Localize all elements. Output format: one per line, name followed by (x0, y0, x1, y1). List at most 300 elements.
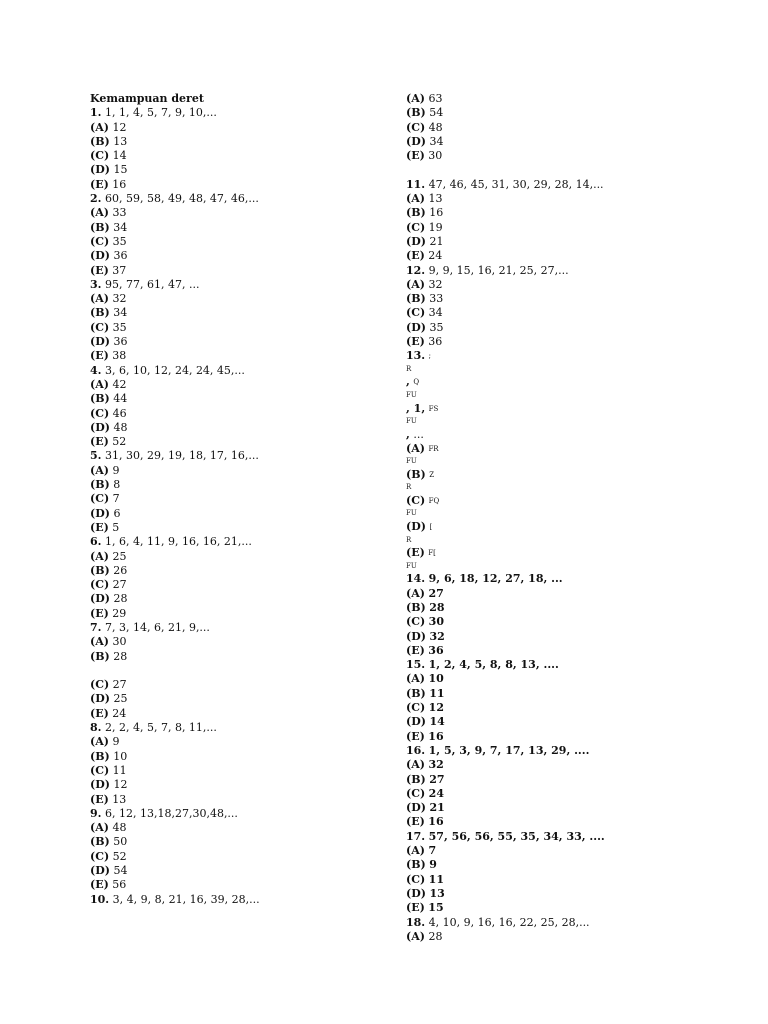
question-line (90, 449, 390, 463)
option-line (90, 292, 390, 306)
option-value: 7 (112, 492, 120, 506)
option-line (90, 135, 390, 149)
option-line (90, 793, 390, 807)
question-number: 16. (406, 743, 426, 757)
blank-line (406, 163, 736, 177)
option-letter: (E) (406, 149, 425, 163)
question-number: 13. (406, 349, 426, 363)
option-value: 27 (429, 772, 445, 786)
option-value: 34 (429, 134, 444, 148)
option-value: 12 (428, 701, 444, 715)
option-letter: (B) (406, 106, 426, 120)
question-line (90, 278, 390, 292)
option-value: 34 (428, 306, 443, 320)
option-value: 56 (112, 878, 127, 892)
option-letter: (D) (90, 864, 110, 878)
option-letter: (D) (406, 629, 426, 643)
option-value: 19 (428, 220, 443, 234)
option-value: 36 (113, 249, 128, 263)
option-letter: (E) (406, 546, 425, 560)
question-number: 10. (90, 892, 110, 906)
option-value: 16 (428, 729, 444, 743)
option-line (90, 478, 390, 492)
option-value: 54 (113, 864, 128, 878)
option-line (90, 163, 390, 177)
question-line (406, 744, 736, 758)
option-value: 25 (113, 692, 128, 706)
question-line (406, 830, 736, 844)
option-letter: (E) (90, 263, 109, 277)
question-line (406, 375, 736, 389)
option-letter: (E) (406, 335, 425, 349)
option-letter: (A) (406, 758, 425, 772)
option-value: 27 (428, 586, 444, 600)
option-letter: (A) (90, 463, 109, 477)
option-line (90, 821, 390, 835)
option-value: 44 (113, 392, 128, 406)
option-letter: (B) (406, 686, 426, 700)
option-line (406, 221, 736, 235)
option-line (90, 764, 390, 778)
option-line (90, 778, 390, 792)
right-column (406, 92, 736, 944)
option-letter: (D) (90, 506, 110, 520)
fraction-fragment: FU (406, 390, 417, 399)
option-letter: (B) (90, 220, 110, 234)
option-value: 10 (113, 749, 128, 763)
option-letter: (E) (90, 792, 109, 806)
option-line (90, 692, 390, 706)
option-letter: (C) (90, 849, 110, 863)
option-letter: (E) (90, 177, 109, 191)
option-line (90, 878, 390, 892)
option-letter: (D) (90, 692, 110, 706)
option-value: 16 (429, 206, 444, 220)
option-line (406, 858, 736, 872)
option-line (90, 435, 390, 449)
option-line (406, 887, 736, 901)
option-value: 14 (112, 149, 127, 163)
option-letter: (D) (90, 778, 110, 792)
option-value: 32 (112, 292, 127, 306)
option-value: 52 (112, 849, 127, 863)
option-letter: (B) (406, 292, 426, 306)
question-number: 6. (90, 535, 102, 549)
option-line (406, 520, 736, 534)
option-value: 13 (112, 792, 127, 806)
question-number: 5. (90, 449, 102, 463)
option-letter: (C) (406, 615, 426, 629)
option-letter: (A) (90, 377, 109, 391)
question-text: 47, 46, 45, 31, 30, 29, 28, 14,... (428, 177, 604, 191)
option-letter: (D) (406, 715, 426, 729)
question-text: 1, 1, 4, 5, 7, 9, 10,... (104, 106, 217, 120)
question-number: 9. (90, 806, 102, 820)
option-value: 54 (429, 106, 444, 120)
option-letter: (E) (406, 901, 425, 915)
option-letter: (A) (90, 206, 109, 220)
option-line (90, 678, 390, 692)
option-letter: (C) (406, 701, 426, 715)
question-text: 57, 56, 56, 55, 35, 34, 33, .... (428, 829, 605, 843)
question-line (90, 893, 390, 907)
option-line (406, 787, 736, 801)
option-letter: (B) (90, 835, 110, 849)
question-line (406, 572, 736, 586)
question-text: ... (413, 427, 424, 441)
option-value: 33 (429, 292, 444, 306)
option-letter: (D) (406, 520, 426, 534)
option-value: 13 (113, 134, 128, 148)
option-value: 36 (428, 643, 444, 657)
question-line (90, 807, 390, 821)
option-value: 7 (428, 844, 437, 858)
question-text: 3, 6, 10, 12, 24, 24, 45,... (104, 363, 245, 377)
question-number: 7. (90, 620, 102, 634)
option-letter: (A) (90, 635, 109, 649)
option-line (90, 650, 390, 664)
option-letter: (B) (90, 478, 110, 492)
question-number: 18. (406, 915, 426, 929)
option-value: 32 (428, 277, 443, 291)
option-line (90, 378, 390, 392)
option-value: 63 (428, 92, 443, 105)
option-letter: (B) (406, 206, 426, 220)
option-line (90, 221, 390, 235)
question-text: 7, 3, 14, 6, 21, 9,... (104, 620, 210, 634)
question-text: 95, 77, 61, 47, ... (104, 277, 200, 291)
option-line (90, 850, 390, 864)
option-line (90, 607, 390, 621)
option-value: 34 (113, 306, 128, 320)
option-letter: (D) (406, 886, 426, 900)
option-letter: (C) (90, 149, 110, 163)
option-line (90, 564, 390, 578)
option-line (406, 106, 736, 120)
option-line (406, 730, 736, 744)
option-line (90, 264, 390, 278)
option-letter: (C) (90, 578, 110, 592)
option-line (90, 635, 390, 649)
fraction-fragment: R (406, 483, 412, 492)
option-line (406, 672, 736, 686)
option-line (90, 306, 390, 320)
fraction-fragment: FU (406, 561, 417, 570)
option-letter: (E) (406, 729, 425, 743)
question-number: 12. (406, 263, 426, 277)
option-line (406, 587, 736, 601)
option-letter: (B) (406, 858, 426, 872)
option-line (406, 494, 736, 508)
option-value: 32 (428, 758, 444, 772)
option-letter: (B) (406, 772, 426, 786)
question-line (90, 106, 390, 120)
question-line (406, 264, 736, 278)
option-value: 5 (112, 520, 120, 534)
option-letter: (D) (406, 320, 426, 334)
option-line (406, 121, 736, 135)
option-line (90, 206, 390, 220)
question-number: 2. (90, 192, 102, 206)
option-line (406, 149, 736, 163)
option-letter: (A) (406, 672, 425, 686)
option-letter: (B) (90, 749, 110, 763)
option-value: 35 (112, 320, 127, 334)
option-line (406, 468, 736, 482)
option-letter: (A) (406, 192, 425, 206)
question-line (406, 916, 736, 930)
option-letter: (E) (406, 815, 425, 829)
option-letter: (C) (406, 220, 426, 234)
option-line (90, 492, 390, 506)
section-title: Kemampuan deret (90, 92, 204, 105)
option-line (406, 644, 736, 658)
option-value: 11 (428, 872, 444, 886)
question-line (406, 658, 736, 672)
option-value: 27 (112, 678, 127, 692)
option-value: 6 (113, 506, 121, 520)
option-letter: (C) (90, 492, 110, 506)
option-line (90, 178, 390, 192)
option-value: 37 (112, 263, 127, 277)
option-letter: (B) (90, 134, 110, 148)
question-line (90, 721, 390, 735)
fraction-fragment: R (406, 535, 412, 544)
option-line (406, 249, 736, 263)
question-text: 9, 9, 15, 16, 21, 25, 27,... (428, 263, 569, 277)
option-letter: (E) (90, 435, 109, 449)
option-value: 35 (429, 320, 444, 334)
option-value: F[ (428, 549, 436, 558)
option-value: 27 (112, 578, 127, 592)
option-value: 8 (113, 478, 121, 492)
question-number: 8. (90, 721, 102, 735)
option-value: 15 (113, 163, 128, 177)
option-letter: (A) (90, 292, 109, 306)
option-value: 14 (429, 715, 445, 729)
option-letter: (E) (90, 606, 109, 620)
option-line (406, 815, 736, 829)
option-value: 29 (112, 606, 127, 620)
option-value: 12 (112, 120, 127, 134)
question-number: 14. (406, 572, 426, 586)
question-text: 3, 4, 9, 8, 21, 16, 39, 28,... (112, 892, 260, 906)
option-letter: (D) (406, 134, 426, 148)
option-line (406, 92, 736, 106)
option-letter: (C) (406, 120, 426, 134)
fraction-fragment: R (406, 364, 412, 373)
option-value: 50 (113, 835, 128, 849)
option-letter: (A) (90, 120, 109, 134)
option-line (406, 687, 736, 701)
option-line (90, 121, 390, 135)
option-line (406, 135, 736, 149)
fraction-fragment: FU (406, 509, 417, 518)
option-letter: (D) (90, 592, 110, 606)
option-letter: (E) (406, 643, 425, 657)
blank-line (90, 664, 390, 678)
option-letter: (D) (406, 234, 426, 248)
option-line (406, 930, 736, 944)
option-value: 33 (112, 206, 127, 220)
option-letter: (A) (406, 929, 425, 943)
option-value: 42 (112, 377, 127, 391)
option-line (90, 349, 390, 363)
option-letter: (A) (90, 735, 109, 749)
option-value: 28 (428, 929, 443, 943)
option-line (406, 206, 736, 220)
option-letter: (B) (90, 392, 110, 406)
question-text: 9, 6, 18, 12, 27, 18, ... (428, 572, 563, 586)
option-line (406, 306, 736, 320)
option-letter: (A) (406, 586, 425, 600)
option-value: 21 (429, 801, 445, 815)
option-line (90, 521, 390, 535)
option-value: 9 (112, 463, 120, 477)
option-line (406, 801, 736, 815)
question-line (406, 428, 736, 442)
option-letter: (E) (90, 878, 109, 892)
option-value: FQ (428, 497, 440, 506)
option-value: 9 (429, 858, 437, 872)
question-text: 4, 10, 9, 16, 16, 22, 25, 28,... (428, 915, 590, 929)
option-letter: (A) (406, 844, 425, 858)
option-line (90, 249, 390, 263)
question-line (406, 402, 736, 416)
question-text: ; (428, 352, 431, 361)
fraction-fragment: FU (406, 457, 417, 466)
option-line (406, 701, 736, 715)
option-letter: (A) (406, 277, 425, 291)
option-letter: (D) (90, 163, 110, 177)
option-value: 13 (429, 886, 445, 900)
question-number: 1. (90, 106, 102, 120)
question-number: 3. (90, 277, 102, 291)
option-value: 28 (113, 592, 128, 606)
question-number: 11. (406, 177, 426, 191)
question-number: 17. (406, 829, 426, 843)
option-value: 12 (113, 778, 128, 792)
option-value: 30 (428, 615, 444, 629)
question-number: , (406, 427, 410, 441)
question-line (406, 178, 736, 192)
option-letter: (B) (90, 306, 110, 320)
option-value: 16 (112, 177, 127, 191)
option-line (406, 278, 736, 292)
option-line (90, 335, 390, 349)
option-line (406, 442, 736, 456)
option-line (406, 844, 736, 858)
option-value: Z (429, 471, 435, 480)
option-value: 35 (112, 234, 127, 248)
option-value: 38 (112, 349, 127, 363)
option-letter: (D) (90, 249, 110, 263)
option-letter: (C) (90, 678, 110, 692)
option-value: 26 (113, 563, 128, 577)
option-value: 30 (112, 635, 127, 649)
question-text: 1, 6, 4, 11, 9, 16, 16, 21,... (104, 535, 252, 549)
option-line (90, 578, 390, 592)
option-value: 24 (428, 249, 443, 263)
question-text: 31, 30, 29, 19, 18, 17, 16,... (104, 449, 259, 463)
option-letter: (B) (90, 563, 110, 577)
fraction-fragment: FU (406, 416, 417, 425)
option-line (90, 592, 390, 606)
option-letter: (E) (90, 706, 109, 720)
question-text: 1, 2, 4, 5, 8, 8, 13, .... (428, 658, 559, 672)
option-line (90, 864, 390, 878)
option-letter: (A) (406, 442, 425, 456)
question-line (90, 192, 390, 206)
option-letter: (B) (406, 468, 426, 482)
option-letter: (C) (406, 306, 426, 320)
question-text: 6, 12, 13,18,27,30,48,... (104, 806, 238, 820)
option-line (90, 507, 390, 521)
question-number: 4. (90, 363, 102, 377)
option-value: 24 (428, 786, 444, 800)
option-value: 11 (429, 686, 445, 700)
option-value: 13 (428, 192, 443, 206)
question-number: 15. (406, 658, 426, 672)
option-value: 11 (112, 763, 127, 777)
option-letter: (D) (90, 335, 110, 349)
option-value: 28 (429, 600, 445, 614)
option-value: 34 (113, 220, 128, 234)
option-letter: (C) (406, 786, 426, 800)
question-line (90, 535, 390, 549)
option-line (406, 758, 736, 772)
question-text: FS (428, 404, 439, 413)
option-value: 21 (429, 234, 444, 248)
option-letter: (E) (90, 520, 109, 534)
question-text: Q (413, 378, 420, 387)
option-line (90, 407, 390, 421)
option-value: 28 (113, 649, 128, 663)
option-value: FR (428, 444, 439, 453)
option-letter: (A) (90, 549, 109, 563)
option-letter: (C) (90, 234, 110, 248)
option-value: 32 (429, 629, 445, 643)
option-letter: (E) (406, 249, 425, 263)
option-line (406, 715, 736, 729)
option-line (406, 292, 736, 306)
option-value: 48 (112, 821, 127, 835)
option-value: 9 (112, 735, 120, 749)
option-line (406, 901, 736, 915)
option-value: 25 (112, 549, 127, 563)
option-letter: (A) (90, 821, 109, 835)
question-text: 2, 2, 4, 5, 7, 8, 11,... (104, 721, 217, 735)
option-line (90, 707, 390, 721)
option-letter: (C) (90, 763, 110, 777)
question-text: 60, 59, 58, 49, 48, 47, 46,... (104, 192, 259, 206)
option-letter: (D) (406, 801, 426, 815)
option-value: 48 (113, 420, 128, 434)
question-text: 1, 5, 3, 9, 7, 17, 13, 29, .... (428, 743, 590, 757)
option-value: 24 (112, 706, 127, 720)
option-line (90, 464, 390, 478)
question-number: , 1, (406, 401, 426, 415)
option-value: [ (429, 523, 433, 532)
option-line (406, 601, 736, 615)
option-letter: (D) (90, 420, 110, 434)
option-value: 36 (428, 335, 443, 349)
option-value: 10 (428, 672, 444, 686)
option-line (406, 773, 736, 787)
option-value: 52 (112, 435, 127, 449)
option-letter: (C) (90, 320, 110, 334)
question-line (406, 349, 736, 363)
